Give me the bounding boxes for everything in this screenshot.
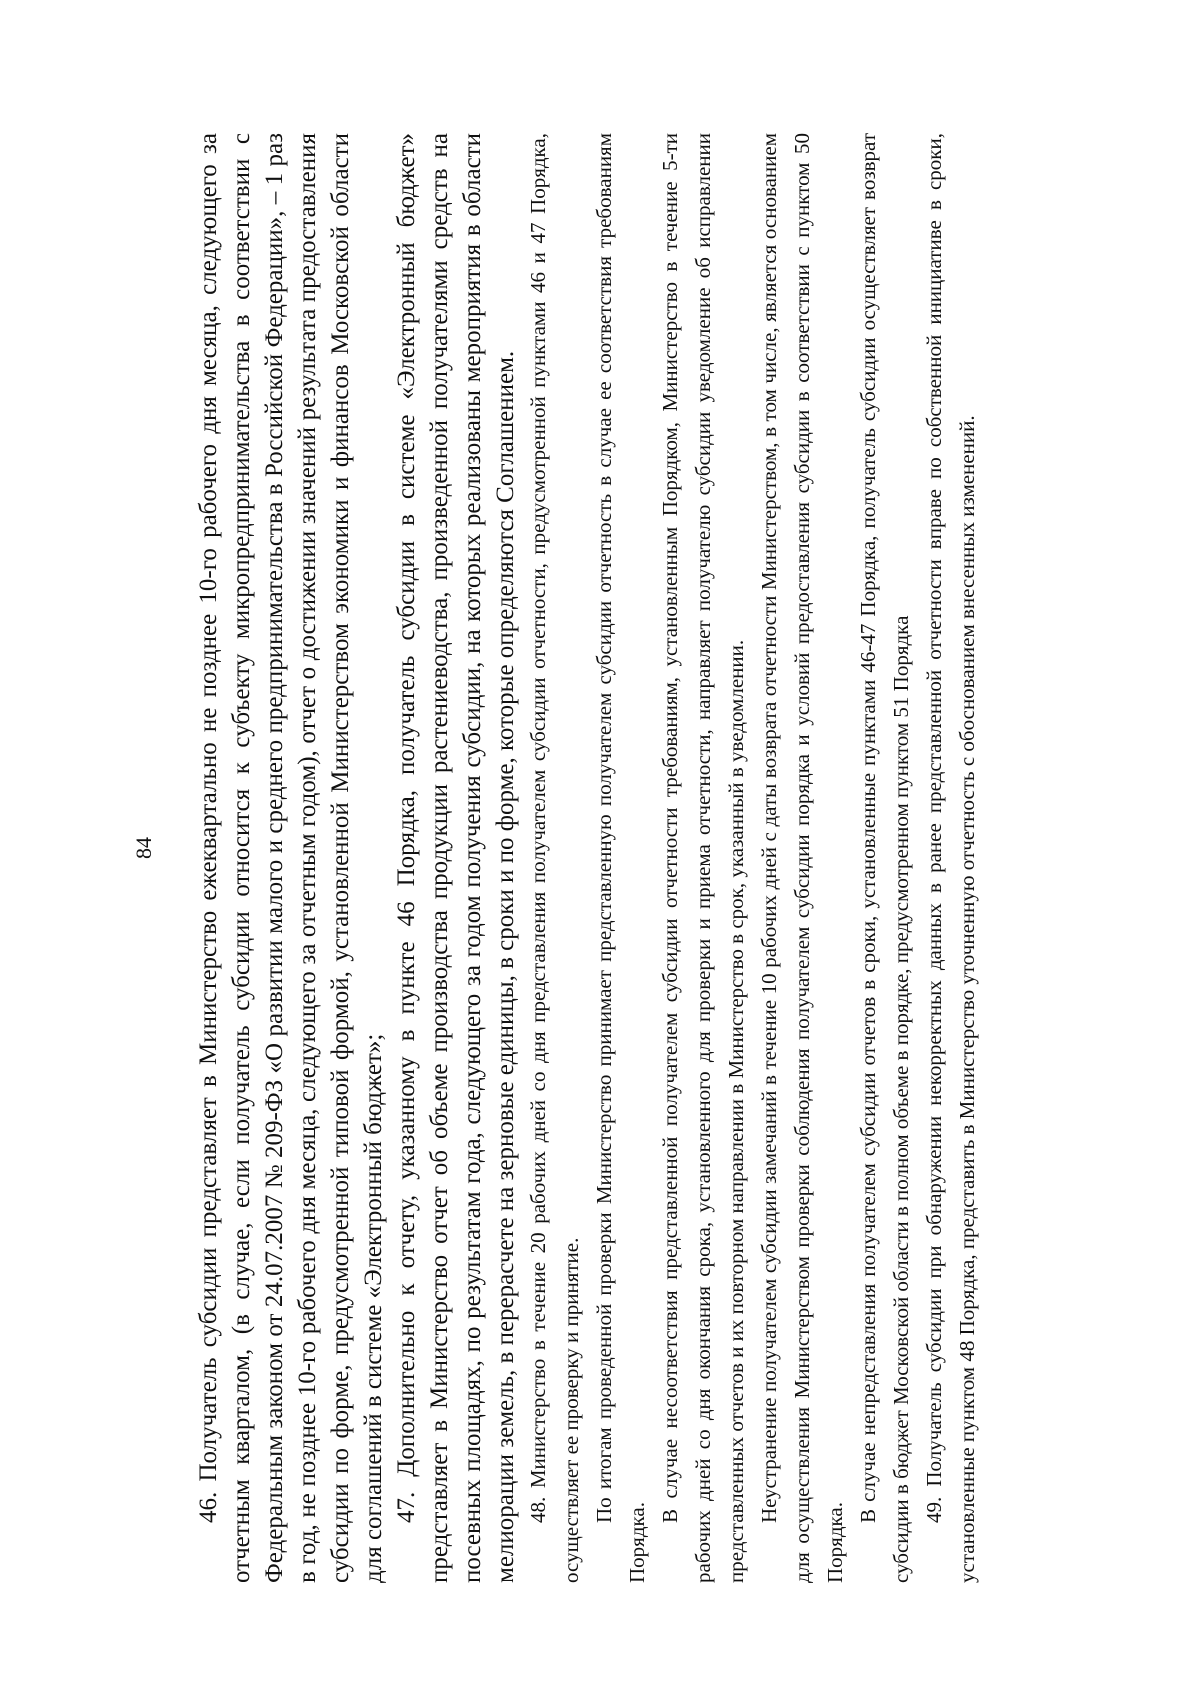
paragraph-47 [390, 133, 522, 1583]
paragraph-text: 48. Министерство в течение 20 рабочих дней со дня представления получателем субсидии отчетности, предусмотренной пунктами 46 и 47 Порядка, осуществляет ее проверку и принятие. [526, 133, 583, 1583]
paragraph-48-noncompliance [654, 133, 753, 1583]
paragraph-48-unremedied [753, 133, 852, 1583]
paragraph-text: В случае непредставления получателем субсидии отчетов в сроки, установленные пунктами 46-47 Порядка, получатель субсидии осуществляет возврат субсидии в бюджет Московской области в полном объеме в порядке, предусмотренном пунктом 51 Порядка [856, 133, 913, 1583]
document-body [192, 133, 984, 1583]
paragraph-48 [522, 133, 588, 1583]
paragraph-48-review [588, 133, 654, 1583]
paragraph-49 [918, 133, 984, 1583]
paragraph-text: 49. Получатель субсидии при обнаружении некорректных данных в ранее представленной отчетности вправе по собственной инициативе в сроки, установленные пунктом 48 Порядка, представить в Министерство уточненную отчетность с обоснованием внесенных изменений. [922, 133, 979, 1583]
paragraph-48-nonsubmission [852, 133, 918, 1583]
rotated-text-block [110, 103, 1090, 1593]
paragraph-text: 46. Получатель субсидии представляет в Министерство ежеквартально не позднее 10-го рабочего дня месяца, следующего за отчетным кварталом, (в случае, если получатель субсидии относится к субъекту микропредпринимательства в соответствии с Федеральным законом от 24.07.2007 № 209-ФЗ «О развитии малого и среднего предпринимательства в Российской Федерации», – 1 раз в год, не позднее 10-го рабочего дня месяца, следующего за отчетным годом), отчет о достижении значений результата предоставления субсидии по форме, предусмотренной типовой формой, установленной Министерством экономики и финансов Московской области для соглашений в системе «Электронный бюджет»; [195, 133, 387, 1583]
paragraph-text: По итогам проведенной проверки Министерство принимает представленную получателем субсидии отчетность в случае ее соответствия требованиям Порядка. [592, 133, 649, 1583]
paragraph-text: 47. Дополнительно к отчету, указанному в пункте 46 Порядка, получатель субсидии в системе «Электронный бюджет» представляет в Министерство отчет об объеме производства продукции растениеводства, произведенной получателями средств на посевных площадях, по результатам года, следующего за годом получения субсидии, на которых реализованы мероприятия в области мелиорации земель, в перерасчете на зерновые единицы, в сроки и по форме, которые определяются Соглашением. [393, 133, 519, 1583]
page-number: 84 [131, 837, 156, 859]
paragraph-text: Неустранение получателем субсидии замечаний в течение 10 рабочих дней с даты возврата отчетности Министерством, в том числе, является основанием для осуществления Министерством проверки соблюдения получателем субсидии порядка и условий предоставления субсидии в соответствии с пунктом 50 Порядка. [757, 133, 847, 1583]
paragraph-46 [192, 133, 390, 1583]
paragraph-text: В случае несоответствия представленной получателем субсидии отчетности требованиям, установленным Порядком, Министерство в течение 5-ти рабочих дней со дня окончания срока, установленного для проверки и приема отчетности, направляет получателю субсидии уведомление об исправлении представленных отчетов и их повторном направлении в Министерство в срок, указанный в уведомлении. [658, 133, 748, 1583]
